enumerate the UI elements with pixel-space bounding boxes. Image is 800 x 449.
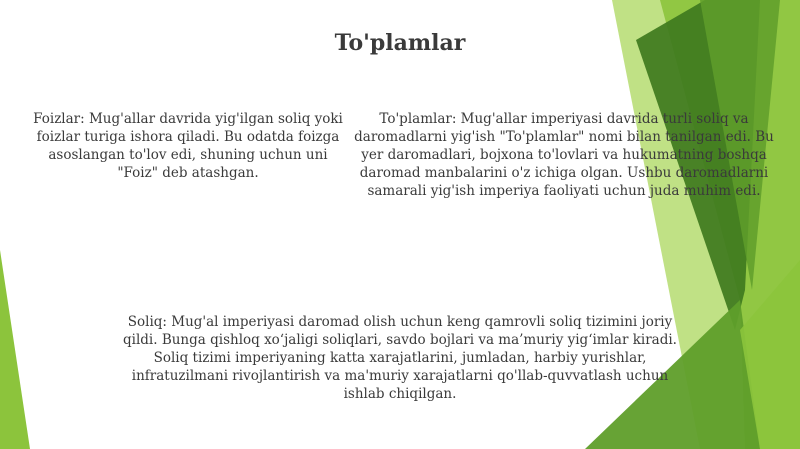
left-green-sliver (0, 250, 30, 449)
paragraph-toplamlar: To'plamlar: Mug'allar imperiyasi davrida turli soliq va daromadlarni yig'ish "To'plamlar" nomi bilan tanilgan edi. Bu yer daromadlari, bojxona to'lovlari va hukumatning boshqa daromad manbalarini o'z ichiga olgan. Ushbu daromadlarni samarali yig'ish imperiya faoliyati uchun juda muhim edi. (354, 111, 774, 199)
slide-title: To'plamlar (334, 30, 466, 56)
paragraph-soliq: Soliq: Mug'al imperiyasi daromad olish uchun keng qamrovli soliq tizimini joriy qildi. Bunga qishloq xo‘jaligi soliqlari, savdo bojlari va ma’muriy yig‘imlar kiradi. Soliq tizimi imperiyaning katta xarajatlarini, jumladan, harbiy yurishlar, infratuzilmani rivojlantirish va ma'muriy xarajatlarni qo'llab-quvvatlash uchun ishlab chiqilgan. (123, 314, 677, 402)
paragraph-foizlar: Foizlar: Mug'allar davrida yig'ilgan soliq yoki foizlar turiga ishora qiladi. Bu odatda foizga asoslangan to'lov edi, shuning uchun uni "Foiz" deb atashgan. (33, 111, 343, 181)
